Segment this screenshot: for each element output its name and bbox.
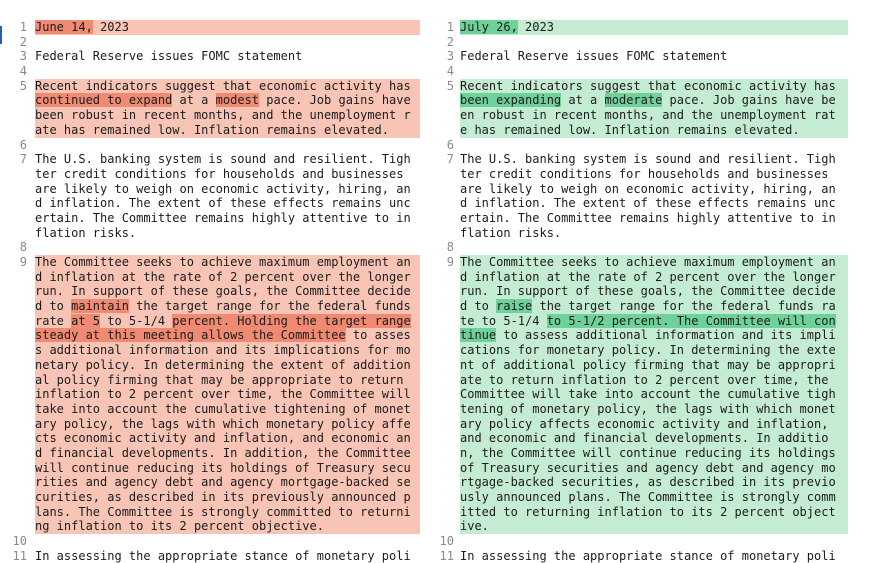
line-text-segment: The Committee seeks to achieve maximum employment an [460, 255, 836, 269]
line-text-segment: ertain. The Committee remains highly attentive to in [460, 210, 836, 225]
line-text [460, 299, 848, 314]
right-code-line [428, 93, 848, 108]
line-text-segment: the target range for the federal funds [128, 299, 411, 314]
line-text-segment: and economic and financial developments. In additio [460, 431, 829, 446]
line-text-segment: lans. The Committee is strongly committed to returni [35, 504, 411, 519]
left-code-line [0, 211, 420, 226]
left-code-line [0, 373, 420, 388]
right-code-line [428, 328, 848, 343]
line-text-segment: d inflation at the rate of 2 percent over the longer [460, 269, 836, 284]
left-code-line [0, 284, 420, 299]
line-text [460, 475, 848, 490]
line-text-segment: to assess additional information and its impli [496, 328, 836, 343]
line-text-segment: run. In support of these goals, the Committee decide [460, 284, 836, 299]
changed-text-highlight: steady at this meeting allows the Committee [35, 328, 346, 343]
line-text-segment: run. In support of these goals, the Committee decide [35, 284, 411, 299]
line-text-segment: d inflation at the rate of 2 percent over the longer [35, 269, 411, 284]
right-code-line [428, 534, 848, 549]
right-code-line [428, 373, 848, 388]
left-code-line [0, 475, 420, 490]
line-text [35, 270, 420, 285]
changed-text-highlight: continued to expand [35, 93, 173, 108]
right-code-line [428, 196, 848, 211]
line-text-segment: In assessing the appropriate stance of monetary poli [35, 548, 411, 563]
left-code-line [0, 343, 420, 358]
line-number: 11 [12, 548, 27, 563]
line-number: 11 [439, 548, 454, 563]
line-text-segment: take into account the cumulative tightening of monet [35, 401, 411, 416]
changed-text-highlight: moderate [604, 93, 663, 108]
right-code-line [428, 549, 848, 563]
right-code-line [428, 240, 848, 255]
line-text [460, 211, 848, 226]
line-text-segment: to asses [345, 328, 411, 343]
line-text [35, 519, 420, 534]
line-text [460, 417, 848, 432]
line-text-segment: al policy firming that may be appropriate to return [35, 372, 404, 387]
line-text [460, 446, 848, 461]
line-text-segment: of Treasury securities and agency debt and agency mo [460, 460, 836, 475]
line-text-segment: d to [460, 299, 497, 314]
line-number: 7 [19, 152, 27, 167]
left-code-line [0, 167, 420, 182]
line-text [35, 314, 420, 329]
line-text-segment: nt of additional policy firming that may be appropri [460, 357, 836, 372]
line-text [35, 93, 420, 108]
line-text-segment: pace. Job gains have [259, 93, 411, 108]
line-text [460, 20, 848, 35]
line-text [460, 358, 848, 373]
changed-text-highlight: to 5-1/2 percent. The Committee will con [546, 313, 836, 328]
right-code-line [428, 299, 848, 314]
line-text-segment: en robust in recent months, and the unemployment rat [460, 108, 836, 123]
line-text [460, 461, 848, 476]
changed-text-highlight: modest [215, 93, 259, 108]
left-code-line [0, 358, 420, 373]
line-text [460, 167, 848, 182]
line-text [35, 387, 420, 402]
line-text-segment: tening of monetary policy, the lags with which monet [460, 401, 836, 416]
line-text-segment: d inflation. The extent of these effects remains unc [35, 196, 411, 211]
right-code-line [428, 314, 848, 329]
right-code-line [428, 475, 848, 490]
left-code-line [0, 387, 420, 402]
line-text [460, 490, 848, 505]
line-text [35, 167, 420, 182]
line-text [460, 49, 848, 64]
left-code-line [0, 505, 420, 520]
line-number: 4 [19, 64, 27, 79]
line-text [460, 108, 848, 123]
line-text [460, 505, 848, 520]
line-text [460, 402, 848, 417]
line-text-segment: rities and agency debt and agency mortgage-backed se [35, 475, 411, 490]
line-text [35, 505, 420, 520]
line-text-segment: d to [35, 299, 72, 314]
line-text-segment: te to 5-1/4 [460, 313, 547, 328]
line-text-segment: are likely to weigh on economic activity, hiring, an [35, 181, 411, 196]
right-code-line [428, 226, 848, 241]
left-code-line [0, 490, 420, 505]
right-code-line [428, 270, 848, 285]
line-text-segment: ter credit conditions for households and businesses [35, 166, 404, 181]
changed-text-highlight: June 14, [35, 20, 93, 34]
line-text-segment: The Committee seeks to achieve maximum employment an [35, 255, 411, 269]
right-code-line [428, 167, 848, 182]
line-text [460, 387, 848, 402]
line-text [460, 255, 848, 270]
line-text-segment: usly announced plans. The Committee is strongly comm [460, 490, 836, 504]
changed-text-highlight: percent. Holding the target range [172, 313, 411, 328]
line-text [460, 343, 848, 358]
line-text-segment: cations for monetary policy. In determining the exte [460, 343, 836, 358]
line-text [35, 490, 420, 505]
right-code-line [428, 490, 848, 505]
line-text-segment: ive. [460, 519, 489, 534]
line-text [35, 108, 420, 123]
left-code-line [0, 431, 420, 446]
line-number: 2 [446, 34, 454, 49]
left-code-line [0, 534, 420, 549]
line-text [35, 417, 420, 432]
line-number: 10 [439, 534, 454, 549]
line-text [35, 49, 420, 64]
line-text [460, 373, 848, 388]
left-code-line [0, 49, 420, 64]
line-text-segment: d financial developments. In addition, the Committee [35, 445, 411, 460]
line-text [35, 226, 420, 241]
line-text-segment: been robust in recent months, and the unemployment r [35, 108, 411, 123]
line-text-segment: n, the Committee will continue reducing its holdings [460, 445, 836, 460]
line-text [460, 431, 848, 446]
line-text-segment: curities, as described in its previously announced p [35, 490, 411, 504]
right-code-line [428, 255, 848, 270]
line-text [460, 226, 848, 241]
line-number: 5 [446, 78, 454, 93]
right-code-line [428, 505, 848, 520]
line-text-segment: will continue reducing its holdings of Treasury secu [35, 460, 411, 475]
line-text-segment: The U.S. banking system is sound and resilient. Tigh [35, 152, 411, 167]
line-text-segment: pace. Job gains have be [662, 93, 836, 108]
line-text [35, 461, 420, 476]
right-code-line [428, 431, 848, 446]
line-text [460, 270, 848, 285]
line-text [35, 255, 420, 270]
left-code-line [0, 461, 420, 476]
left-code-line [0, 123, 420, 138]
left-code-line [0, 108, 420, 123]
line-text [460, 314, 848, 329]
right-code-line [428, 152, 848, 167]
line-text [460, 79, 848, 94]
left-code-line [0, 20, 420, 35]
right-code-line [428, 123, 848, 138]
changed-text-highlight: been expanding [460, 93, 562, 108]
line-text [35, 475, 420, 490]
left-code-line [0, 519, 420, 534]
right-code-line [428, 446, 848, 461]
left-code-line [0, 138, 420, 153]
line-number: 10 [12, 534, 27, 549]
line-text [35, 402, 420, 417]
line-text-segment: rate [35, 313, 72, 328]
line-text-segment: at a [172, 93, 216, 108]
left-code-line [0, 240, 420, 255]
line-text [460, 123, 848, 138]
left-code-line [0, 270, 420, 285]
changed-text-highlight: at 5 [71, 313, 101, 328]
line-text [35, 123, 420, 138]
line-text [35, 152, 420, 167]
line-number: 8 [19, 240, 27, 255]
line-number: 7 [446, 152, 454, 167]
line-text [460, 284, 848, 299]
right-code-line [428, 387, 848, 402]
line-text-segment: Federal Reserve issues FOMC statement [35, 49, 303, 64]
left-code-line [0, 93, 420, 108]
line-text [460, 196, 848, 211]
line-text-segment: ary policy affects economic activity and inflation, [460, 416, 829, 431]
line-text [35, 373, 420, 388]
line-text [35, 446, 420, 461]
left-code-line [0, 35, 420, 50]
line-text [35, 20, 420, 35]
line-number: 6 [19, 137, 27, 152]
right-code-line [428, 461, 848, 476]
left-code-line [0, 402, 420, 417]
line-text [35, 79, 420, 94]
line-text [460, 182, 848, 197]
changed-text-highlight: July 26, [460, 20, 518, 34]
left-code-line [0, 328, 420, 343]
line-text [460, 93, 848, 108]
line-text-segment: ate has remained low. Inflation remains elevated. [35, 122, 390, 137]
left-code-line [0, 152, 420, 167]
line-text-segment: In assessing the appropriate stance of monetary poli [460, 548, 836, 563]
line-text-segment: 2023 [92, 20, 129, 34]
right-code-line [428, 417, 848, 432]
line-text-segment: flation risks. [35, 225, 137, 240]
right-code-line [428, 35, 848, 50]
left-code-line [0, 549, 420, 563]
line-text-segment: The U.S. banking system is sound and resilient. Tigh [460, 152, 836, 167]
line-text-segment: are likely to weigh on economic activity, hiring, an [460, 181, 836, 196]
left-code-line [0, 182, 420, 197]
right-code-line [428, 64, 848, 79]
right-code-line [428, 108, 848, 123]
line-text [460, 328, 848, 343]
changed-text-highlight: raise [496, 299, 533, 314]
right-code-line [428, 79, 848, 94]
line-text [460, 549, 848, 563]
line-text-segment: netary policy. In determining the extent of addition [35, 357, 411, 372]
line-text-segment: itted to returning inflation to its 2 percent object [460, 504, 836, 519]
line-text-segment: Committee will take into account the cumulative tigh [460, 387, 836, 402]
line-text-segment: Recent indicators suggest that economic activity has [460, 78, 836, 93]
left-code-line [0, 196, 420, 211]
line-text-segment: s additional information and its implications for mo [35, 343, 411, 358]
line-text [35, 284, 420, 299]
changed-text-highlight: maintain [71, 299, 129, 314]
line-number: 9 [19, 255, 27, 269]
line-text-segment: to 5-1/4 [100, 313, 173, 328]
line-number: 2 [19, 34, 27, 49]
left-code-line [0, 79, 420, 94]
right-code-line [428, 284, 848, 299]
line-text-segment: at a [561, 93, 605, 108]
right-code-line [428, 519, 848, 534]
line-text-segment: ter credit conditions for households and businesses [460, 166, 829, 181]
line-text [35, 549, 420, 563]
line-text-segment: ertain. The Committee remains highly attentive to in [35, 210, 411, 225]
line-number: 1 [446, 20, 454, 34]
line-text [35, 299, 420, 314]
right-code-line [428, 402, 848, 417]
line-number: 8 [446, 240, 454, 255]
right-code-line [428, 182, 848, 197]
line-text-segment: ng inflation to its 2 percent objective. [35, 519, 324, 534]
line-text-segment: Federal Reserve issues FOMC statement [460, 49, 728, 64]
line-number: 6 [446, 137, 454, 152]
line-number: 5 [19, 78, 27, 93]
right-code-line [428, 211, 848, 226]
line-text-segment: ate to return inflation to 2 percent over time, the [460, 372, 829, 387]
left-code-line [0, 314, 420, 329]
line-text [35, 211, 420, 226]
line-text [35, 431, 420, 446]
line-text-segment: cts economic activity and inflation, and economic an [35, 431, 411, 446]
line-text-segment: 2023 [517, 20, 554, 34]
line-text [35, 328, 420, 343]
right-code-line [428, 20, 848, 35]
line-number: 1 [19, 20, 27, 34]
line-text-segment: flation risks. [460, 225, 562, 240]
line-text-segment: e has remained low. Inflation remains elevated. [460, 122, 800, 137]
left-code-line [0, 417, 420, 432]
changed-text-highlight: tinue [460, 328, 497, 343]
line-text [35, 182, 420, 197]
line-text [35, 196, 420, 211]
line-text-segment: the target range for the federal funds ra [532, 299, 836, 314]
left-code-line [0, 299, 420, 314]
line-number: 3 [446, 49, 454, 64]
line-text-segment: rtgage-backed securities, as described in its previo [460, 475, 836, 490]
left-code-line [0, 446, 420, 461]
right-code-line [428, 138, 848, 153]
line-text-segment: d inflation. The extent of these effects remains unc [460, 196, 836, 211]
left-code-line [0, 255, 420, 270]
line-text [460, 519, 848, 534]
left-code-line [0, 226, 420, 241]
left-pane-original[interactable] [0, 20, 420, 563]
line-number: 9 [446, 255, 454, 269]
line-number: 4 [446, 64, 454, 79]
right-code-line [428, 343, 848, 358]
line-text-segment: inflation to 2 percent over time, the Committee will [35, 387, 411, 402]
right-pane-modified[interactable] [428, 20, 848, 563]
line-text [35, 358, 420, 373]
line-text [35, 343, 420, 358]
right-code-line [428, 358, 848, 373]
line-text [460, 152, 848, 167]
right-code-line [428, 49, 848, 64]
line-number: 3 [19, 49, 27, 64]
line-text-segment: ary policy, the lags with which monetary policy affe [35, 416, 411, 431]
line-text-segment: Recent indicators suggest that economic activity has [35, 78, 411, 93]
left-code-line [0, 64, 420, 79]
